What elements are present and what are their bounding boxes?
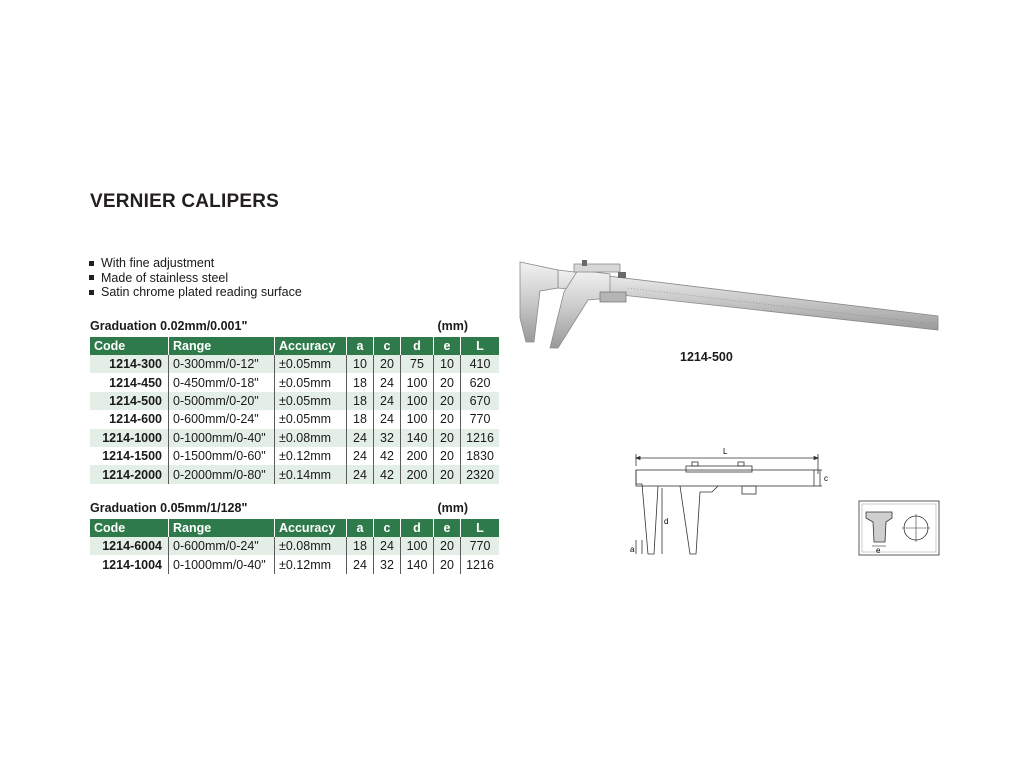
table-cell: 140 [401, 429, 434, 447]
table-cell: 20 [434, 555, 461, 573]
table-cell: 24 [347, 447, 374, 465]
table-cell: 24 [374, 373, 401, 391]
column-header: c [374, 519, 401, 537]
table-cell: 770 [461, 537, 500, 555]
table-cell: 20 [434, 410, 461, 428]
graduation-heading-1 [90, 319, 468, 333]
table-row [90, 355, 499, 373]
table-cell: 24 [347, 555, 374, 573]
table-cell: 0-600mm/0-24" [169, 537, 275, 555]
table-cell: 75 [401, 355, 434, 373]
dimension-drawing [628, 444, 834, 560]
dim-label-a: a [630, 545, 635, 554]
table-cell: 32 [374, 555, 401, 573]
table-cell: 18 [347, 537, 374, 555]
column-header: Code [90, 519, 169, 537]
table-header-row [90, 337, 499, 355]
table-cell: 20 [434, 392, 461, 410]
bullet-icon [89, 275, 94, 280]
table-cell: 24 [347, 429, 374, 447]
graduation-heading-2 [90, 501, 468, 515]
table-cell: 100 [401, 537, 434, 555]
column-header: e [434, 337, 461, 355]
jaw-detail-drawing [858, 500, 940, 556]
table-cell: ±0.05mm [275, 373, 347, 391]
table-cell: 32 [374, 429, 401, 447]
table-cell: 0-1000mm/0-40" [169, 555, 275, 573]
table-cell: 18 [347, 373, 374, 391]
table-cell: 1216 [466, 557, 494, 572]
table-cell: 1214-1000 [90, 429, 169, 447]
feature-item: Satin chrome plated reading surface [89, 285, 302, 300]
table-cell: 0-1500mm/0-60" [169, 447, 275, 465]
dim-label-d: d [664, 517, 669, 526]
table-cell: ±0.14mm [275, 465, 347, 483]
feature-item: With fine adjustment [89, 256, 302, 271]
table-row [90, 410, 499, 428]
dim-label-c: c [824, 474, 828, 483]
table-row [90, 373, 499, 391]
dim-label-L: L [723, 447, 728, 456]
table-cell: 100 [401, 373, 434, 391]
table-cell: 0-300mm/0-12" [169, 355, 275, 373]
table-cell: 18 [347, 392, 374, 410]
table-cell: 1216 [461, 429, 500, 447]
caliper-photo [518, 258, 948, 350]
column-header: Accuracy [275, 337, 347, 355]
table-cell: 42 [374, 465, 401, 483]
table-row [90, 447, 499, 465]
table-cell: 0-450mm/0-18" [169, 373, 275, 391]
table-cell: 1214-2000 [90, 465, 169, 483]
table-cell: ±0.08mm [275, 429, 347, 447]
column-header: a [347, 519, 374, 537]
table-cell: ±0.05mm [275, 392, 347, 410]
table-cell: 100 [401, 392, 434, 410]
table-row [90, 429, 499, 447]
table-cell: 670 [461, 392, 500, 410]
column-header: Code [90, 337, 169, 355]
table-cell: 20 [434, 537, 461, 555]
table-cell: 200 [401, 447, 434, 465]
table-cell: 24 [374, 392, 401, 410]
column-header: d [401, 337, 434, 355]
spec-table-1 [90, 337, 499, 484]
table-cell: 0-2000mm/0-80" [169, 465, 275, 483]
table-cell: 20 [374, 355, 401, 373]
dim-label-e: e [876, 546, 881, 555]
table-cell: 2320 [461, 465, 500, 483]
table-cell: 20 [434, 447, 461, 465]
table-cell: 770 [469, 412, 491, 427]
table-cell: 1830 [466, 449, 494, 464]
unit-label: (mm) [437, 319, 468, 333]
table-cell: 100 [401, 410, 434, 428]
spec-table-2 [90, 519, 499, 574]
column-header: a [347, 337, 374, 355]
table-cell: 24 [347, 465, 374, 483]
table-cell: 20 [434, 373, 461, 391]
bullet-icon [89, 261, 94, 266]
table-cell: 1214-6004 [90, 537, 169, 555]
table-cell: 200 [401, 465, 434, 483]
table-cell: 1214-300 [90, 355, 169, 373]
graduation-label: Graduation 0.05mm/1/128" [90, 501, 248, 515]
table-cell: 24 [374, 410, 401, 428]
table-cell: 20 [434, 465, 461, 483]
column-header: Range [169, 337, 275, 355]
table-cell: ±0.12mm [275, 447, 347, 465]
table-cell: 1214-500 [90, 392, 169, 410]
table-cell: ±0.05mm [275, 410, 347, 428]
bullet-icon [89, 290, 94, 295]
column-header: c [374, 337, 401, 355]
table-cell: 10 [347, 355, 374, 373]
unit-label: (mm) [437, 501, 468, 515]
table-cell: ±0.12mm [275, 555, 347, 573]
table-cell: 1214-1500 [90, 447, 169, 465]
table-cell: 410 [461, 355, 500, 373]
table-cell: 1214-450 [90, 373, 169, 391]
photo-caption: 1214-500 [680, 350, 733, 364]
table-cell: 0-600mm/0-24" [169, 410, 275, 428]
column-header: Accuracy [275, 519, 347, 537]
table-cell: 42 [374, 447, 401, 465]
graduation-label: Graduation 0.02mm/0.001" [90, 319, 248, 333]
table-header-row [90, 519, 499, 537]
table-cell: ±0.08mm [275, 537, 347, 555]
column-header: Range [169, 519, 275, 537]
table-cell: 20 [434, 429, 461, 447]
table-cell: ±0.05mm [275, 355, 347, 373]
table-row [90, 537, 499, 555]
table-cell: 0-500mm/0-20" [169, 392, 275, 410]
table-cell: 0-1000mm/0-40" [169, 429, 275, 447]
feature-item: Made of stainless steel [89, 271, 302, 286]
table-row [90, 465, 499, 483]
table-row [90, 392, 499, 410]
table-row [90, 555, 499, 573]
column-header: L [461, 519, 500, 537]
column-header: d [401, 519, 434, 537]
column-header: L [461, 337, 500, 355]
table-cell: 1214-1004 [90, 555, 169, 573]
table-cell: 140 [401, 555, 434, 573]
table-cell: 620 [469, 375, 491, 390]
table-cell: 24 [374, 537, 401, 555]
feature-list [89, 256, 302, 300]
table-cell: 10 [434, 355, 461, 373]
table-cell: 18 [347, 410, 374, 428]
column-header: e [434, 519, 461, 537]
page-title: VERNIER CALIPERS [90, 191, 280, 212]
table-cell: 1214-600 [90, 410, 169, 428]
